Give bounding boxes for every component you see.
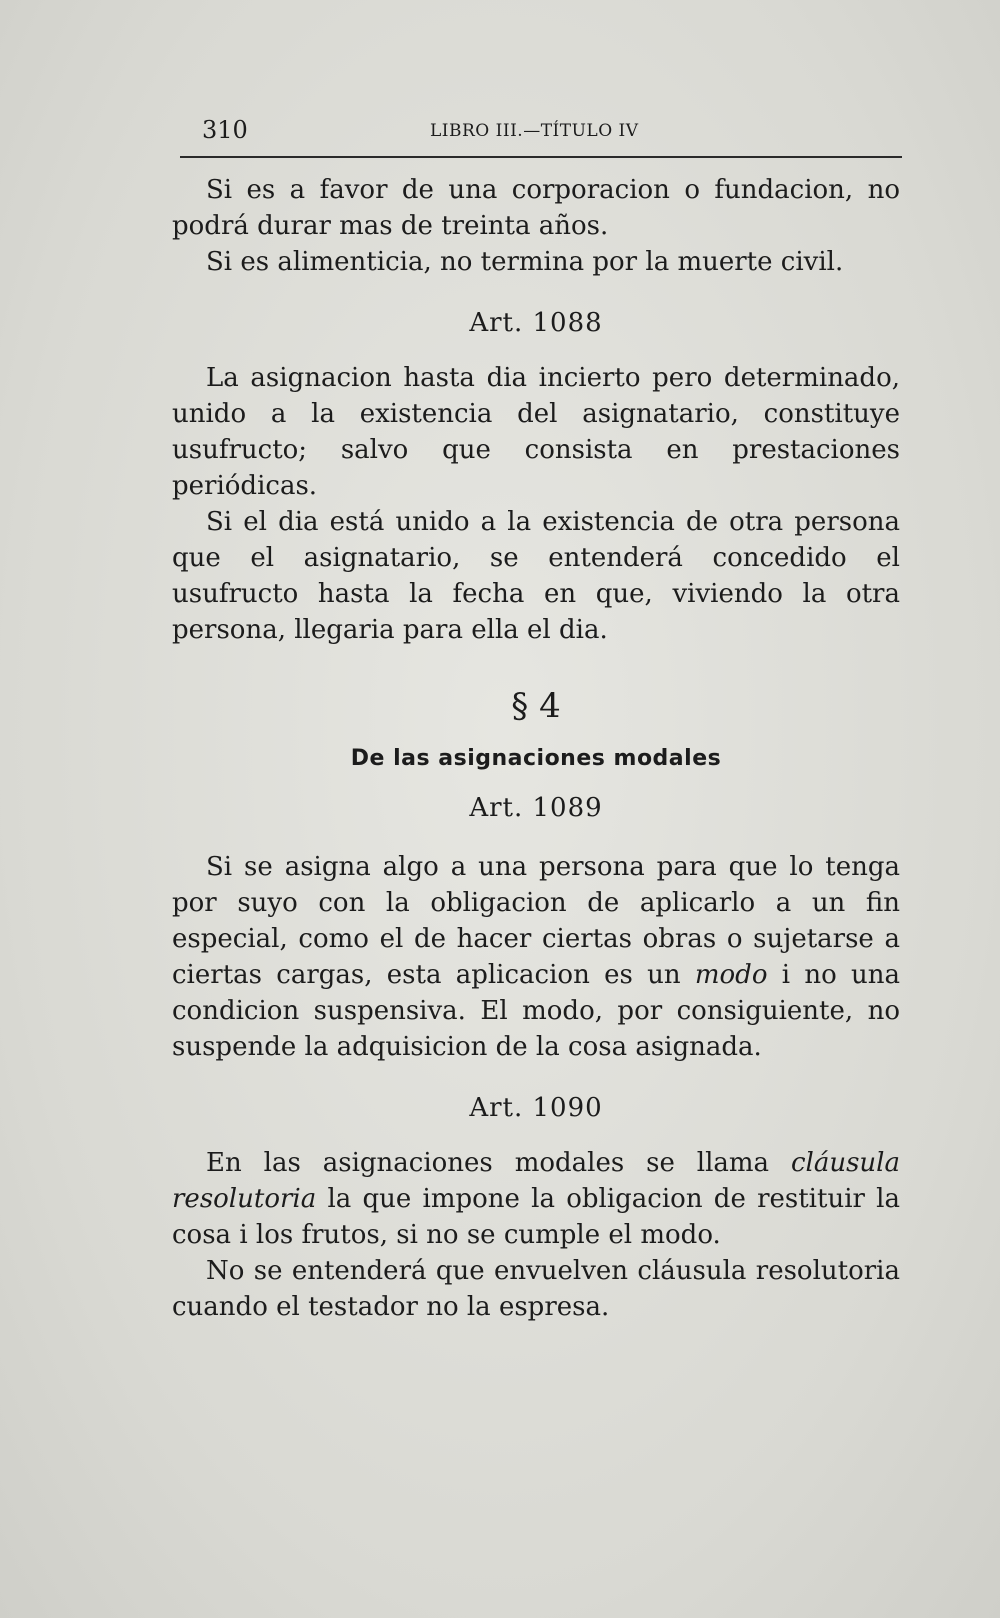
paragraph xyxy=(172,1145,900,1253)
text-run: Si se asigna algo a una persona para que lo tenga por suyo con la obligacion de aplicarlo a un fin especial, como el de hacer ciertas obras o sujetarse a ciertas cargas, esta aplicacion es un xyxy=(172,852,900,990)
italic-term: cláusula resolutoria xyxy=(172,1148,900,1214)
paragraph: Si el dia está unido a la existencia de otra persona que el asignatario, se entenderá concedido el usufructo hasta la fecha en que, viviendo la otra persona, llegaria para ella el dia. xyxy=(172,507,900,645)
paragraph: La asignacion hasta dia incierto pero determinado, unido a la existencia del asignatario, constituye usufructo; salvo que consista en prestaciones periódicas. xyxy=(172,363,900,501)
paragraph xyxy=(172,849,900,1065)
text-run: la que impone la obligacion de restituir la cosa i los frutos, si no se cumple el modo. xyxy=(172,1184,900,1250)
article-heading-1088: Art. 1088 xyxy=(469,308,603,338)
running-head: LIBRO III.—TÍTULO IV xyxy=(430,121,639,141)
paragraph: No se entenderá que envuelven cláusula resolutoria cuando el testador no la espresa. xyxy=(172,1256,900,1322)
page-header xyxy=(180,112,902,158)
article-heading-1090: Art. 1090 xyxy=(469,1093,603,1123)
paragraph: Si es a favor de una corporacion o fundacion, no podrá durar mas de treinta años. xyxy=(172,175,900,241)
section-symbol: § 4 xyxy=(511,686,561,726)
page-body xyxy=(172,172,900,1325)
italic-term: modo xyxy=(694,960,768,990)
text-run: i no una condicion suspensiva. El modo, por consiguiente, no suspende la adquisicion de la cosa asignada. xyxy=(172,960,901,1062)
section-title: De las asignaciones modales xyxy=(350,746,722,771)
page-number: 310 xyxy=(202,116,248,144)
article-heading-1089: Art. 1089 xyxy=(469,793,603,823)
text-run: En las asignaciones modales se llama xyxy=(206,1148,791,1178)
paragraph: Si es alimenticia, no termina por la muerte civil. xyxy=(206,247,844,277)
